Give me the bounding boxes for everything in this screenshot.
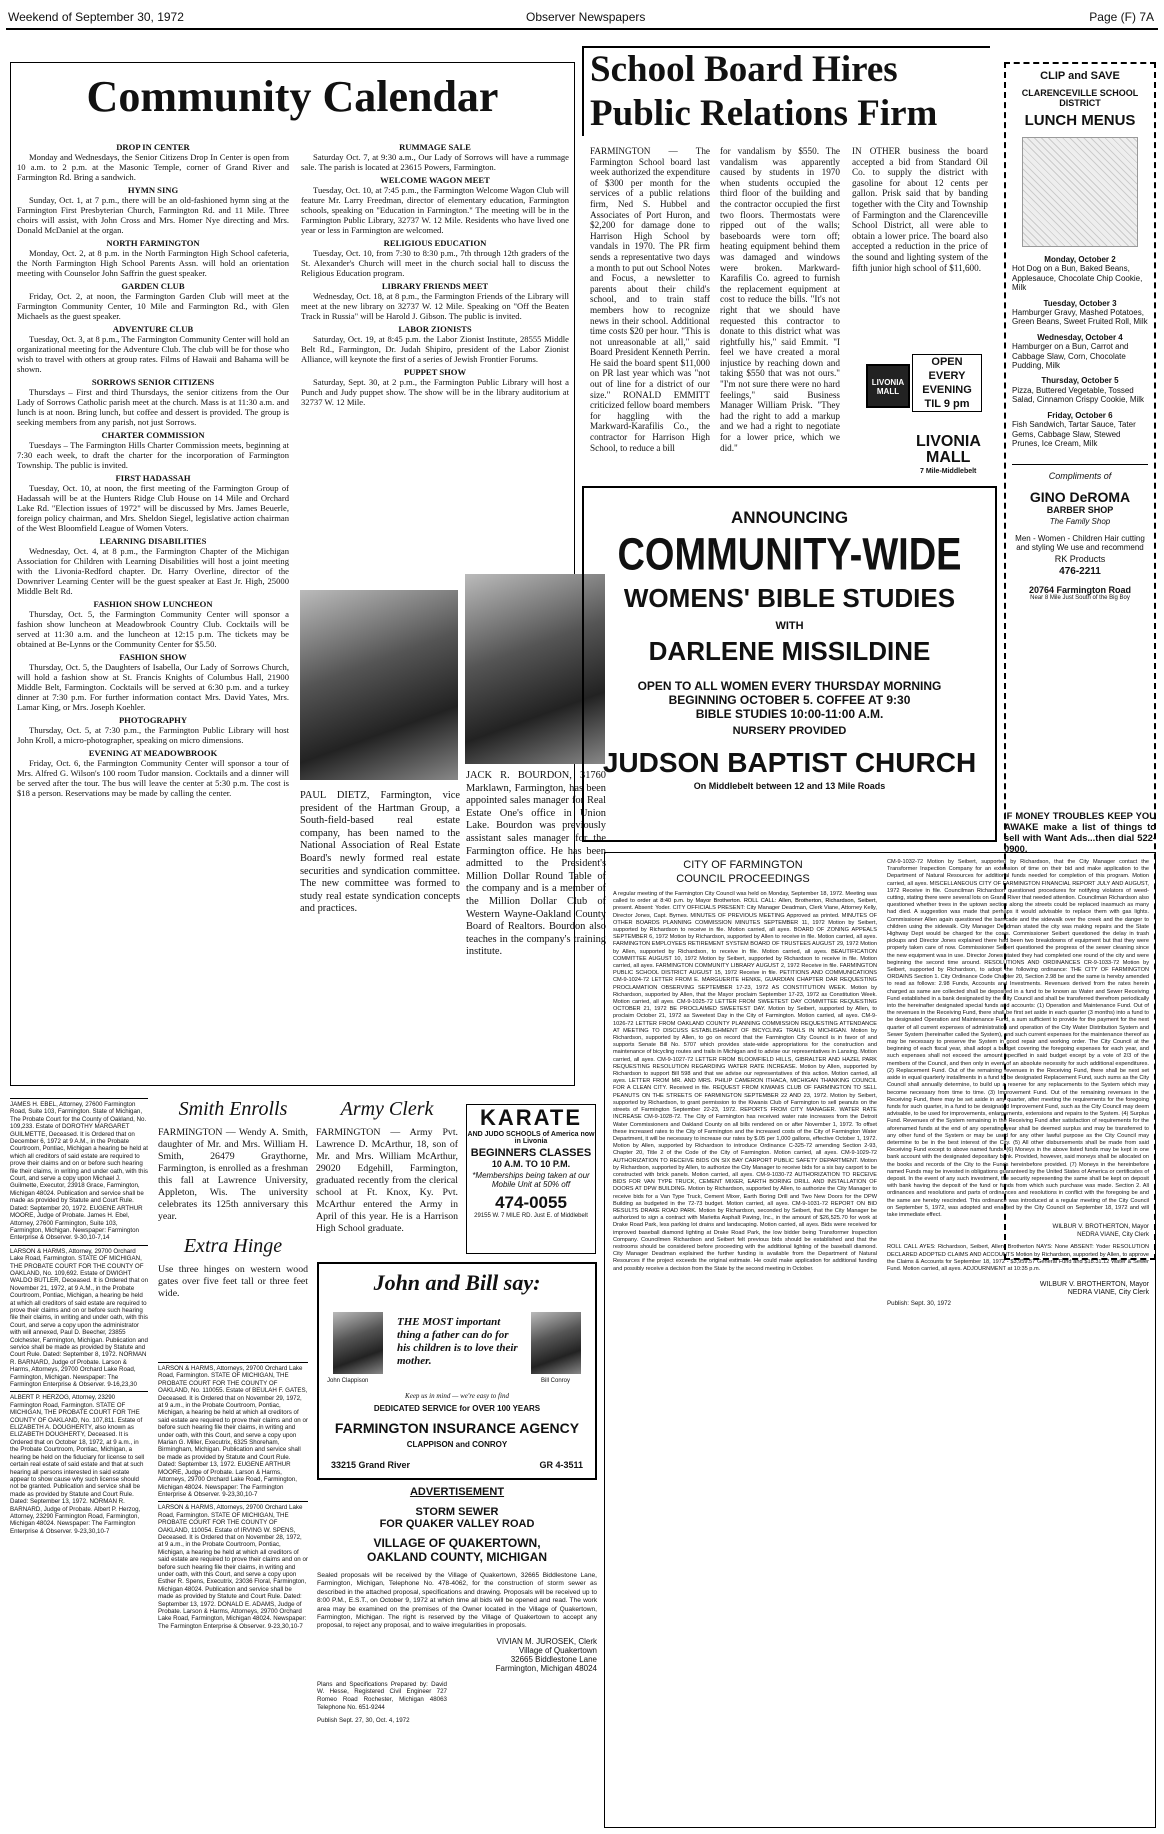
barber-phone: 476-2211 [1059, 566, 1101, 578]
council-roll: ROLL CALL AYES: Richardson, Seibert, Allen, Brotherton NAYS: None ABSENT: Yoder RESOLUTION DECLARED ADOPTED CLAIMS AND ACCOUNTS Motion by Richardson, supported by Allen, to approve the Claims & Accounts for September 18, 1972 - $3,959.57 General Fund and $18.31.12 Water & Sewer Fund. Motion carried, all ayes. ADJOURNMENT at 10:35 p.m. [887, 1244, 1149, 1272]
school-illustration [1022, 137, 1138, 247]
headline-line-2: Public Relations Firm [590, 93, 938, 134]
calendar-entry-heading: NORTH FARMINGTON [106, 238, 200, 248]
advert-sign-4: Farmington, Michigan 48024 [495, 1663, 597, 1673]
barber-services: Men - Women - Children Hair cutting and styling We use and recommend [1015, 534, 1145, 553]
calendar-entry-heading: FIRST HADASSAH [115, 473, 191, 483]
menu-day [1012, 255, 1148, 293]
advert-title-3: VILLAGE OF QUAKERTOWN, [373, 1536, 541, 1550]
advert-plans: Plans and Specifications Prepared by: David W. Hesse, Registered Civil Engineer 727 Romeo Road Rochester, Michigan 48063 Telephone No. 651-9244 [317, 1680, 447, 1711]
insurance-phone: GR 4-3511 [539, 1460, 583, 1470]
menu-day-items: Hamburger on a Bun, Carrot and Cabbage Slaw, Corn, Chocolate Pudding, Milk [1012, 342, 1129, 371]
insurance-address: 33215 Grand River [331, 1460, 411, 1470]
calendar-entry-text: Tuesday, Oct. 10, from 7:30 to 8:30 p.m., 7th through 12th graders of the St. Alexander's Church will meet in the church social hall to discuss the Religious Education program. [301, 248, 569, 278]
advert-sign-2: Village of Quakertown [518, 1645, 597, 1655]
karate-title: KARATE [479, 1105, 583, 1130]
legal-notice [158, 1362, 308, 1498]
compliments: Compliments of [1048, 471, 1112, 482]
calendar-entry-heading: RUMMAGE SALE [399, 142, 471, 152]
photo-john-clappison [333, 1312, 383, 1374]
barber-products: RK Products [1054, 554, 1106, 565]
insurance-ad [317, 1262, 597, 1480]
legal-notice [158, 1501, 308, 1630]
calendar-entry-text: Monday and Wednesdays, the Senior Citizens Drop In Center is open from 10 a.m. to 2 p.m. at the Masonic Temple, corner of Grand River and Farmington Rd. Bring a sandwich. [17, 152, 289, 182]
legal-notice-text: LARSON & HARMS, Attorneys, 29700 Orchard Lake Road, Farmington. STATE OF MICHIGAN, THE PROBATE COURT FOR THE COUNTY OF OAKLAND, No. 110055. Estate of BEULAH F. GATES, Deceased. It is Ordered that on November 29, 1972, at 9 a.m., in the Probate Courtroom, Pontiac, Michigan, a hearing be held at which all creditors of said estate are required to prove their claims and on or before such hearing file their claims, in writing and under oath, with this Court, and serve a copy upon Marian G. Miller, Executrix, 6325 Shoreham, Birmingham, Michigan. Publication and service shall be made as provided by Statute and Court Rule. Dated: September 13, 1972. EUGENE ARTHUR MOORE, Judge of Probate. Larson & Harms, Attorneys, 29700 Orchard Lake Road, Farmington, Michigan 48024. Newspaper: The Farmington Enterprise & Observer. 9-23,30,10-7 [158, 1365, 308, 1498]
smith-text: FARMINGTON — Wendy A. Smith, daughter of Mr. and Mrs. William H. Smith, 26479 Graythorne, Farmington, is enrolled as a freshman this fall at Lawrence University, Appleton, Wis. The university celebrates its 125th anniversary this year. [158, 1127, 308, 1222]
john-name: John Clappison [327, 1378, 369, 1384]
menu-day [1012, 299, 1148, 327]
calendar-entry-heading: LIBRARY FRIENDS MEET [381, 281, 489, 291]
insurance-title: John and Bill say: [373, 1270, 541, 1295]
calendar-entry-text: Tuesdays – The Farmington Hills Charter Commission meets, beginning at 7:30 each week, to draft the charter for the incorporation of Farmington Township. The public is invited. [17, 440, 289, 470]
hinge-text: Use three hinges on western wood gates over five feet tall or three feet wide. [158, 1264, 308, 1299]
advert-title-4: OAKLAND COUNTY, MICHIGAN [367, 1550, 547, 1564]
bible-headline-2: WOMENS' BIBLE STUDIES [623, 583, 956, 613]
calendar-entry-text: Monday, Oct. 2, at 8 p.m. in the North Farmington High School cafeteria, the North Farmington High School Parents Assn. will hold an orientation meeting with Counselor John Saffrin the guest speaker. [17, 248, 289, 278]
karate-phone: 474-0055 [495, 1193, 567, 1212]
photo-paul-dietz [300, 590, 458, 780]
bible-study-ad [582, 486, 997, 842]
calendar-entry-text: Friday, Oct. 6, the Farmington Community Center will sponsor a tour of Mrs. Alfred G. Wilson's 100 room Tudor mansion. Cocktails and a dinner will be served after the tour. The bus will leave the center at 5:30 p.m. The cost is $18 a person. Reservations may be made by calling the center. [17, 758, 289, 798]
calendar-column-1 [17, 139, 289, 798]
council-title-1: CITY OF FARMINGTON [683, 859, 803, 871]
legal-notice [10, 1098, 148, 1242]
menu-days [1012, 255, 1148, 448]
calendar-entry-heading: LABOR ZIONISTS [398, 324, 472, 334]
calendar-entry-heading: CHARTER COMMISSION [101, 430, 205, 440]
insurance-quote: THE MOST important thing a father can do for his children is to love their mother. [397, 1316, 518, 1367]
calendar-entry-text: Friday, Oct. 2, at noon, the Farmington Garden Club will meet at the Farmington Community Center, 10 Mile and Farmington Rd., with Glen Michaels as the guest speaker. [17, 291, 289, 321]
calendar-entry-heading: WELCOME WAGON MEET [380, 175, 490, 185]
council-right-wrap [887, 859, 1149, 1308]
army-clerk [316, 1098, 458, 1235]
menu-day-name: Friday, October 6 [1047, 410, 1113, 420]
council-sig-2: NEDRA VIANE, City Clerk [1077, 1230, 1149, 1238]
army-text: FARMINGTON — Army Pvt. Lawrence D. McArthur, 18, son of Mr. and Mrs. William McArthur, 29020 Edgehill, Farmington, graduated recently from the clerical school at Ft. Knox, Ky. Pvt. McArthur entered the Army in April of this year. He is a Harrison High School graduate. [316, 1127, 458, 1234]
bible-speaker: DARLENE MISSILDINE [648, 636, 931, 666]
menu-day-items: Fish Sandwich, Tartar Sauce, Tater Gems, Cabbage Slaw, Stewed Prunes, Ice Cream, Milk [1012, 420, 1136, 448]
mall-address: 7 Mile-Middlebelt [920, 468, 977, 475]
calendar-entry-heading: FASHION SHOW LUNCHEON [93, 599, 213, 609]
school-district: CLARENCEVILLE SCHOOL DISTRICT [1021, 88, 1139, 108]
legal-notice-text: LARSON & HARMS, Attorneys, 29700 Orchard Lake Road, Farmington. STATE OF MICHIGAN, THE PROBATE COURT FOR THE COUNTY OF OAKLAND, 110054. Estate of IRVING W. SPENS, Deceased. It is Ordered that on November 28, 1972, at 9 a.m., in the Probate Courtroom, Pontiac, Michigan, a hearing be held at which all creditors of said estate are required to prove their claims and on or before such hearing file their claims, in writing and under oath, with this Court, and serve a copy upon Esther R. Spens, Executrix, 23036 Floral, Farmington, Michigan 48024. Publication and service shall be made as provided by Statute and Court Rule. Dated: September 13, 1972. DONALD E. ADAMS, Judge of Probate. Larson & Harms, Attorneys, 29700 Orchard Lake Road, Farmington, Michigan 48024. Newspaper: The Farmington Enterprise & Observer. 9-23,30,10-7 [158, 1504, 308, 1630]
menu-day-name: Tuesday, October 3 [1043, 298, 1117, 308]
menu-day-items: Pizza, Buttered Vegetable, Tossed Salad, Cinnamon Crispy Cookie, Milk [1012, 385, 1145, 405]
photo-bill-conroy [531, 1312, 581, 1374]
lunch-menus-title: LUNCH MENUS [1024, 112, 1136, 129]
calendar-entry-text: Thursdays – First and third Thursdays, the senior citizens from the Our Lady of Sorrows Catholic parish meet at the church. Mass is at 11:30 a.m. and lunch is at noon. Bring lunch, but coffee and dessert is provided. The group is seeking members from any parish, not just Sorrows. [17, 387, 289, 427]
calendar-entry-heading: FASHION SHOW [119, 652, 187, 662]
advert-publish: Publish Sept. 27, 30, Oct. 4, 1972 [317, 1717, 410, 1725]
council-final-1: WILBUR V. BROTHERTON, Mayor [1039, 1281, 1149, 1289]
council-left-column: A regular meeting of the Farmington City Council was held on Monday, September 18, 1972. Meeting was called to order at 8:40 p.m. by Mayor Brotherton. ROLL CALL: Allen, Brotherton, Richardson, Seibert, present. Absent: Yoder. CITY OFFICIALS PRESENT: City Manager Deadman, Clerk Viane, Attorney Kelly, Director Jones, Capt. Byrnes. MINUTES OF PREVIOUS MEETING Approved as printed. MINUTES OF OTHER BOARDS PLANNING COMMISSION MINUTES SEPTEMBER 11, 1972 Motion by Seibert, supported by Richardson to receive in file. Motion carried, all ayes. BOARD OF ZONING APPEALS SEPTEMBER 6, 1972 Motion by Richardson, supported by Allen to receive in file. Motion carried, all ayes. FARMINGTON EMPLOYEES RETIREMENT SYSTEM BOARD OF TRUSTEES AUGUST 29, 1972 Motion by Allen, supported by Richardson, to receive in file. Motion carried, all ayes. BEAUTIFICATION COMMITTEE AUGUST 10, 1972 Motion by Seibert, supported by Richardson to receive in file. Motion carried, all ayes. FARMINGTON COMMUNITY LIBRARY AUGUST 2, 1972 Receive in file. FARMINGTON PUBLIC SCHOOL DISTRICT AUGUST 15, 1972 Receive in file. PETITIONS AND COMMUNICATIONS CM-9-1024-72 LETTER FROM E. MARGUERITE HENKE, GUARDIAN CHAPTER DAR REQUESTING PROCLAMATION OBSERVING SEPTEMBER 17-23, 1972 AS CONSTITUTION WEEK. Motion by Richardson, supported by Allen, that the Mayor proclaim September 17-23, 1972 as Constitution Week. Motion carried, all ayes. CM-9-1025-72 LETTER FROM SWEETEST DAY COMMITTEE REQUESTING OCTOBER 21, 1972 BE PROCLAIMED SWEETEST DAY. Motion by Seibert, supported by Allen, to proclaim October 21, 1972 as Sweetest Day in the City of Farmington. Motion carried, all ayes. CM-9-1026-72 LETTER FROM OAKLAND COUNTY PLANNING COMMISSION REQUESTING ATTENDANCE AT MEETING TO DISCUSS ESTABLISHMENT OF BICYCLING TRAILS IN MICHIGAN. Motion by Richardson, supported by Allen, to go on record that the Farmington City Council is in favor of and supports Senate Bill No. 5707 which provides state-wide appropriations for the construction and maintenance of bicycling routes and trails in Michigan and to advise our representatives in Lansing. Motion carried, all ayes. CM-9-1027-72 LETTER FROM BLOOMFIELD HILLS, GIBRALTER AND HAZEL PARK REQUESTING RESOLUTION REGARDING WATER RATE INCREASE. Motion by Allen, supported by Richardson to support Bill 598 and that we advise our representatives of this action. Motion carried, all ayes. LETTER FROM MR. AND MRS. PHILIP CAMERON ITHACA, MICHIGAN THANKING COUNCIL FOR A CLEAN CITY. Received in file. REQUEST FROM KIWANIS CLUB OF FARMINGTON TO SELL PEANUTS ON THE STREETS OF FARMINGTON SEPTEMBER 22 AND 23, 1972. Motion by Seibert, supported by Richardson, to grant permission to the Kiwanis Club of Farmington to sell peanuts on the streets of Farmington September 22-23, 1972. REPORTS FROM CITY MANAGER. WATER RATE INCREASE CM-9-1028-72. The City of Farmington has received water rate increases from the Detroit Water Commissioners and Oakland County on all bills rendered on or after November 1, 1972. To offset these increased rates to the City of Farmington and the increased costs of the City of Farmington Water Department, it will be necessary to increase our rates by $.05 per 1,000 gallons, effective October 1, 1972. Motion by Allen, supported by Richardson to introduce Ordinance C-325-72 amending Section 2-93, Chapter 20, Title 2 of the Code of the City of Farmington. Motion carried, all ayes. CM-9-1029-72 AUTHORIZATION TO RECEIVE BIDS ON SIX BAY CARPORT PUBLIC SAFETY DEPARTMENT. Motion by Richardson, supported by Allen, to authorize the City Manager to receive bids for a six bay carport to be constructed with brick panels. Motion carried, all ayes. CM-9-1030-72 AUTHORIZATION TO RECEIVE BIDS FOR VAN TYPE TRUCK, CEMENT MIXER, EARTH BORING DRILL AND INSTALLATION OF DOORS AT DPW BUILDING. Motion by Richardson, supported by Allen, to authorize the City Manager to receive bids for a Van Type Truck, Cement Mixer, Earth Boring Drill and Two New Doors for the DPW Building as budgeted in the 72-73 budget. Motion carried, all ayes. CM-9-1031-72 REPORT ON BID RESULTS DRAKE ROAD PARK. Motion by Richardson, seconded by Seibert, that the City Manager be authorized to sign a contract with Marietta Asphalt Paving, Inc., in the amount of $26,525.70 for work at Drake Road Park, less parking lot drains and landscaping. Motion carried, all ayes. Bids were received for improved baseball diamond lighting at Drake Road Park, the low bidder being Transformer Inspection Company. Councilmen Richardson and Seibert felt previous bids should be established and that the restrooms should be considered before proceeding with the additional lighting of the baseball diamond. City Manager Deadman explained the further funding is available from the Department of Natural Resources if the project exceeds the original estimate. He could make application for additional funding and possibly receive a decision from the State by the second meeting in October. [613, 891, 877, 1272]
masthead [6, 4, 1158, 30]
insurance-names: CLAPPISON and CONROY [406, 1440, 508, 1449]
advert-body: Sealed proposals will be received by the Village of Quakertown, 32665 Biddlestone Lane, Farmington, Michigan, Telephone No. 478-4062, for the construction of storm sewer as described in the attached proposal, specifications and drawing. Proposals will be received up to 8:00 P.M., E.S.T., on October 9, 1972 at which time all bids will be opened and read. The work area may be examined on the premises of the Owner located in the Village of Quakertown, Farmington, Michigan. The right is reserved by the Village of Quakertown to accept any proposal, to reject any proposal, and to waive irregularities in proposals. [317, 1572, 597, 1630]
school-col-2: for vandalism by $550. The vandalism was apparently caused by students in 1970 when students occupied the third floor of the building and the contractor occupied the first two floors. Thermostats were ripped out of the walls; baseboards were torn off; heating equipment behind them was damaged and windows were broken. Markward-Karafilis Co. agreed to furnish the replacement equipment at cost to reduce the bills. "It's not right that we should have requested this contractor to donate to this district what was rightfully his," said Emmit. "I feel we have created a moral injustice by reaching down and taking $550 that was not ours." "I'm not sure there were no hard feelings," said Business Manager William Prisk. "They had the right to add a markup and we had a right to negotiate for a lower price, which we did." [720, 146, 840, 453]
calendar-entry-text: Tuesday, Oct. 10, at noon, the first meeting of the Farmington Group of Hadassah will be at the Hunters Ridge Club House on 14 Mile and Orchard Lake Rd. "Election issues of 1972" will be discussed by Mrs. James Beuerle, foreign policy chairman, and Mrs. Sheldon Siegel, legislative action chairman of the West Bloomfield League of Women Voters. [17, 483, 289, 533]
announcing: ANNOUNCING [730, 508, 849, 527]
calendar-entry-text: Saturday Oct. 7, at 9:30 a.m., Our Lady of Sorrows will have a rummage sale. The parish is located at 23615 Powers, Farmington. [301, 152, 569, 172]
bible-with: WITH [775, 620, 804, 632]
calendar-entry-heading: HYMN SING [127, 185, 179, 195]
hinge-title: Extra Hinge [183, 1235, 283, 1257]
legal-notice-text: ALBERT P. HERZOG, Attorney, 23290 Farmington Road, Farmington. STATE OF MICHIGAN, THE PROBATE COURT FOR THE COUNTY OF OAKLAND, No. 107,811. Estate of ELIZABETH A. DOUGHERTY, also known as ELIZABETH DOUGHERTY, Deceased. It is Ordered that on October 18, 1972, at 9 a.m., in the Probate Courtroom, Pontiac, Michigan, a hearing be held on the fiduciary for license to sell certain real estate of said estate and that at such hearing all persons interested in said estate appear to show cause why such license should not be granted. Publication and service shall be made as provided by Statute and Court Rule. Dated: September 13, 1972. NORMAN R. BARNARD, Judge of Probate. Albert P. Herzog, Attorney, 23290 Farmington Road, Farmington, Michigan 48024. Newspaper: The Farmington Enterprise & Observer. 9-23,30,10-7 [10, 1394, 145, 1535]
livonia-mall-ad [866, 354, 984, 478]
barber-near: Near 8 Mile Just South of the Big Boy [1030, 595, 1130, 602]
karate-note: *Memberships being taken at our Mobile Unit at 50% off [472, 1171, 590, 1189]
church-name: JUDSON BAPTIST CHURCH [602, 747, 977, 778]
calendar-entry-heading: PHOTOGRAPHY [118, 715, 188, 725]
council-proceedings [604, 852, 1156, 1828]
council-final-2: NEDRA VIANE, City Clerk [1067, 1288, 1149, 1296]
menu-day-name: Thursday, October 5 [1041, 376, 1119, 386]
hours-every: EVERY [928, 370, 966, 382]
bible-line-3: BIBLE STUDIES 10:00-11:00 A.M. [695, 707, 884, 721]
council-publish: Publish: Sept. 30, 1972 [887, 1300, 951, 1308]
barber-type: BARBER SHOP [1046, 505, 1114, 516]
headline-line-1: School Board Hires [590, 49, 898, 90]
army-title: Army Clerk [340, 1098, 434, 1120]
menu-day-items: Hot Dog on a Bun, Baked Beans, Applesauce, Chocolate Chip Cookie, Milk [1012, 264, 1143, 293]
council-sig-1: WILBUR V. BROTHERTON, Mayor [1052, 1223, 1149, 1231]
calendar-entry-heading: ADVENTURE CLUB [112, 324, 194, 334]
calendar-entry-heading: RELIGIOUS EDUCATION [383, 238, 487, 248]
advert-sign-3: 32665 Biddlestone Lane [510, 1654, 597, 1664]
caption-bourdon: JACK R. BOURDON, 31760 Marklawn, Farmington, has been appointed sales manager for Real Estate One's office in Union Lake. Bourdon was previously assistant sales manager for the Farmington office. He has been admitted to the President's Million Dollar Round Table of the company and is a member of the Million Dollar Club of Western Wayne-Oakland County Board of Realtors. Bourdon also teaches in the company's training institute. [466, 770, 606, 958]
calendar-entry-text: Wednesday, Oct. 4, at 8 p.m., the Farmington Chapter of the Michigan Association for Children with Learning Disabilities will host a joint meeting with the Livonia-Redford chapter. Dr. Harry Overline, director of the Downriver Learning Center will be the guest speaker at East Jr. High, 25000 Middle Belt Rd. [17, 546, 289, 596]
bible-line-1: OPEN TO ALL WOMEN EVERY THURSDAY MORNING [637, 679, 942, 693]
calendar-entry-text: Wednesday, Oct. 18, at 8 p.m., the Farmington Friends of the Library will meet at the new library on 32737 W. 12 Mile. Speaking on "Off the Beaten Track in Russia" will be Harold J. Gibson. The public is invited. [301, 291, 569, 321]
menu-day-items: Hamburger Gravy, Mashed Potatoes, Green Beans, Sweet Fruited Roll, Milk [1012, 308, 1148, 327]
calendar-entry-heading: DROP IN CENTER [116, 142, 190, 152]
legal-notices-1 [10, 1098, 148, 1830]
smith-title: Smith Enrolls [178, 1098, 288, 1120]
council-title-2: COUNCIL PROCEEDINGS [676, 873, 810, 885]
barber-address: 20764 Farmington Road [1028, 585, 1132, 596]
publication-name: Observer Newspapers [526, 10, 646, 24]
hours-evening: EVENING [922, 384, 972, 396]
calendar-title: Community Calendar [86, 72, 499, 121]
barber-ad [1012, 464, 1148, 601]
bible-headline-1: COMMUNITY-WIDE [617, 529, 962, 581]
advert-title-2: FOR QUAKER VALLEY ROAD [379, 1518, 535, 1530]
karate-address: 29155 W. 7 MILE RD. Just E. of Middlebelt [474, 1213, 588, 1219]
bible-line-4: NURSERY PROVIDED [732, 725, 847, 737]
school-board-headline [582, 46, 990, 136]
insurance-agency: FARMINGTON INSURANCE AGENCY [334, 1420, 580, 1436]
mall-name-1: LIVONIA [916, 433, 981, 450]
legal-notices-2 [158, 1362, 308, 1633]
calendar-entry-heading: PUPPET SHOW [403, 367, 467, 377]
legal-notice-text: LARSON & HARMS, Attorney, 29700 Orchard Lake Road, Farmington. STATE OF MICHIGAN, THE PROBATE COURT FOR THE COUNTY OF OAKLAND, No. 109,692. Estate of DWIGHT WALDO BUTLER, Deceased. It is Ordered that on November 21, 1972, at 9 A.M., in the Probate Courtroom, Pontiac, Michigan, a hearing be held at which all creditors of said estate are required to prove their claims and on or before such hearing file their claims, in writing and under oath, with this Court, and serve a copy upon the administrator with will annexed, Paul D. Beecher, 23855 Colchester, Farmington, Michigan. Publication and service shall be made as provided by Statute and Court Rule. Dated: September 8, 1972. NORMAN R. BARNARD, Judge of Probate. Larson & Harms, Attorneys, 29700 Orchard Lake Road, Farmington, Michigan. Newspaper: The Farmington Enterprise & Observer. 9-16,23,30 [10, 1247, 149, 1389]
advert-title-1: STORM SEWER [415, 1506, 499, 1518]
calendar-entry-text: Thursday, Oct. 5, at 7:30 p.m., the Farmington Public Library will host John Kroll, a micro-photographer, speaking on micro dimensions. [17, 725, 289, 745]
calendar-entry-heading: GARDEN CLUB [121, 281, 185, 291]
calendar-column-2 [301, 139, 569, 407]
advert-sign-1: VIVIAN M. JUROSEK, Clerk [496, 1636, 597, 1646]
karate-hours: 10 A.M. TO 10 P.M. [491, 1159, 571, 1169]
school-col-3: IN OTHER business the board accepted a bid from Standard Oil Co. to supply the district with gasoline for about 12 cents per gallon. Prisk said that by banding together with the City and Township of Farmington and the Clarenceville School District, all were able to obtain a lower price. The board also accepted a reduction in the price of the sound and lighting system of the fifth junior high school of $11,600. [852, 146, 988, 273]
calendar-entry-text: Saturday, Sept. 30, at 2 p.m., the Farmington Public Library will host a Punch and Judy puppet show. The show will be in the library auditorium at 32737 W. 12 Mile. [301, 377, 569, 407]
calendar-entry-heading: LEARNING DISABILITIES [99, 536, 207, 546]
storm-sewer-ad [317, 1486, 597, 1826]
issue-date: Weekend of September 30, 1972 [8, 10, 184, 24]
church-location: On Middlebelt between 12 and 13 Mile Roads [693, 781, 886, 791]
hours-box [912, 354, 982, 412]
calendar-entry-text: Tuesday, Oct. 10, at 7:45 p.m., the Farmington Welcome Wagon Club will feature Mr. Larry Freedman, director of elementary education, Farmington schools, speaking on "Education in Farmington." The meeting will be in the Farmington Public Library, 32737 W. 12 Mile. Residents who have lived one year or less in Farmington are welcomed. [301, 185, 569, 235]
advert-label: ADVERTISEMENT [409, 1486, 505, 1498]
menu-day [1012, 333, 1148, 371]
money-troubles: IF MONEY TROUBLES KEEP YOU AWAKE make a list of things to sell with Want Ads...then dial 522-0900. [1004, 810, 1156, 854]
menu-day-name: Wednesday, October 4 [1037, 332, 1123, 342]
karate-sub: AND JUDO SCHOOLS of America now in Livonia [467, 1131, 595, 1145]
barber-family: The Family Shop [1049, 517, 1111, 527]
mall-name-2: MALL [926, 449, 971, 466]
insurance-keep: Keep us in mind — we're easy to find [405, 1392, 509, 1400]
menu-day [1012, 376, 1148, 404]
menu-day [1012, 411, 1148, 449]
hours-open: OPEN [931, 356, 963, 368]
calendar-entry-text: Thursday, Oct. 5, the Farmington Community Center will sponsor a fashion show luncheon at Meadowbrook Country Club. Cocktails will be served at 11:30 a.m. and the luncheon at 12:15 p.m. The tickets may be obtained at Be-Lynns or the Community Center for $5.50. [17, 609, 289, 649]
school-col-1: FARMINGTON — The Farmington School board last week authorized the expenditure of $300 per month for the services of a public relations firm, Ned S. Hubbel and Associates of Port Huron, and $2,200 for damage done to Harrison High School by vandals in 1970. The PR firm sends a representative two days a month to put out School Notes and Focus, a newsletter to parents about their child's school, and to train staff members how to recognize news in their school. Additional time costs $20 per hour. "This is not unreasonable at all," said Board President Kenneth Perrin. He said the board spent $11,000 on PR last year which was "not out of line for a district of our size." RONALD EMMITT criticized fellow board members for haggling with the Markward-Karafilis Co., the contractor for Harrison High School, to reduce a bill [590, 146, 710, 453]
bill-name: Bill Conroy [541, 1378, 571, 1384]
calendar-entry-text: Saturday, Oct. 19, at 8:45 p.m. the Labor Zionist Institute, 28555 Middle Belt Rd., Farmington, Dr. Judah Shipiro, president of the Labor Zionist Alliance, will keynote the first of a series of Jewish Frontier Forums. [301, 334, 569, 364]
calendar-entry-heading: SORROWS SENIOR CITIZENS [91, 377, 215, 387]
calendar-entry-text: Tuesday, Oct. 3, at 8 p.m., The Farmington Community Center will hold an organizational meeting for the Adventure Club. The club will be for those who wish to travel with others at group rates. Films of Hawaii and Bahama will be shown. [17, 334, 289, 374]
legal-notice [10, 1245, 148, 1389]
mall-sign: LIVONIA MALL [866, 364, 910, 408]
insurance-dedicated: DEDICATED SERVICE for OVER 100 YEARS [373, 1404, 541, 1413]
page-number: Page (F) 7A [1089, 10, 1154, 24]
caption-dietz: PAUL DIETZ, Farmington, vice president of the Hartman Group, a South-field-based real estate company, has been named to the National Association of Real Estate Board's newly formed real estate securities and syndication committee. The new committee was formed to study real estate syndication concepts and practices. [300, 790, 460, 915]
clip-and-save: CLIP and SAVE [1040, 70, 1120, 82]
karate-ad [466, 1104, 596, 1254]
hours-til: TIL 9 pm [924, 398, 970, 410]
smith-enrolls [158, 1098, 308, 1300]
menu-day-name: Monday, October 2 [1044, 255, 1116, 264]
calendar-entry-heading: EVENING AT MEADOWBROOK [88, 748, 218, 758]
legal-notice [10, 1391, 148, 1535]
barber-name: GINO DeROMA [1029, 489, 1131, 506]
karate-classes: BEGINNERS CLASSES [470, 1147, 592, 1159]
bible-line-2: BEGINNING OCTOBER 5. COFFEE AT 9:30 [668, 693, 911, 707]
calendar-entry-text: Sunday, Oct. 1, at 7 p.m., there will be an old-fashioned hymn sing at the Farmington First Presbyterian Church, Farmington Rd. and 11 Mile. Three choirs will assist, with John Cross and Mrs. Homer Nye directing and Mrs. Donald McDaniel at the organ. [17, 195, 289, 235]
calendar-entry-text: Thursday, Oct. 5, the Daughters of Isabella, Our Lady of Sorrows Church, will hold a fashion show at St. Francis Knights of Columbus Hall, 21900 Middle Belt, Farmington. Cocktails will be served at 6:30 p.m. and a turkey dinner at 7:30 p.m. For further information contact Mrs. David Yates, Mrs. Lamar King, or Mrs. Joseph Koehler. [17, 662, 289, 712]
legal-notice-text: JAMES H. EBEL, Attorney, 27600 Farmington Road, Suite 103, Farmington. State of Michigan, The Probate Court for the County of Oakland, No. 109,233. Estate of DOROTHY MARGARET GUILMETTE, Deceased. It is Ordered that on December 6, 1972 at 9 A.M., in the Probate Courtroom, Pontiac, Michigan a hearing be held at which all creditors of said estate are required to prove their claims and on or before such hearing file their claims, in writing and under oath, with this Court, and serve a copy upon Michael J. Guilmette, Executor, 23918 Grace, Farmington, Michigan 48024. Publication and service shall be made as provided by Statute and Court Rule. Dated: September 20, 1972. EUGENE ARTHUR MOORE, Judge of Probate. James H. Ebel, Attorney, 27600 Farmington, Suite 103, Farmington, Michigan. Newspaper: Farmington Enterprise & Observer. 9-30,10-7,14 [10, 1101, 148, 1242]
council-right-column: CM-9-1032-72 Motion by Seibert, supported by Richardson, that the City Manager contact the Transformer Inspection Company for an extension of time on their bid and make application to the Department of Natural Resources for additional funds needed for completion of this program. Motion carried, all ayes. MISCELLANEOUS CITY OF FARMINGTON FINANCIAL REPORT JULY AND AUGUST, 1972 Receive in file. Councilman Richardson questioned procedures for notifying violators of weed-cutting, stating there were several lots on Grand River that needed attention. Councilman Richardson also questioned whether trees in the uptown section along the streets could be replaced inasmuch as many had died. A suggestion was made that perhaps it would advisable to replace them with gas lights. Commissioner Allen again questioned the barricade and the sidewalk over the creek and the danger to children using the sidewalk. City Manager Deadman stated the city was making repairs and the State Highway Dept would be charged for the costs. Commissioner Seibert questioned the delay in trash pickups and Director Jones explained there had been two breakdowns of equipment but that they were properly taken care of now. Commissioner Seibert questioned the progress of the sewer cleaning since the new equipment was in use. Director Jones stated they had completed one round of the city and were beginning the second time around. RESOLUTIONS AND ORDINANCES CR-9-1033-72 Motion by Seibert, supported by Richardson, to adopt the following ordinance: THE CITY OF FARMINGTON ORDAINS Section 1. City Ordinance Code Chapter 20, Section 2.98 be and the same is hereby amended to read as follows: 2.98 Funds, Accounts and Investments. Revenues derived from the rates herein charged as same are collected shall be deposited in a fund to be known as Water and Sewer Receiving Fund established in a bank designated by the City Council and shall be transferred therefrom periodically into the hereinafter designated special funds and accounts: (1) Operation and Maintenance Fund. Out of the revenues in the Receiving Fund, there shall be first set aside in each quarter (3 months) into a fund to be designated Operation and Maintenance Fund, a sum sufficient to provide for the payment for the next quarter of all current expenses of administration and operation of the City Water Distribution System and Sewer System (hereinafter called the System), and such current expenses for the maintenance thereof as may be necessary to preserve the System in good repair and working order. The City Council at the beginning of each fiscal year, shall adopt a budget covering the foregoing expenses for each year, and such expenses shall not exceed the amount specified in said budget except by a vote of 2/3 of the members of the Council, and then only in event of an absolute necessity for such additional expenditures. (2) Replacement Fund. Out of the remaining revenues in the Receiving Fund, there shall be next set aside in equal quarterly installments in a fund to be designated Replacement Fund, such sums as the City Council shall annually determine, to build up a reserve for any replacements to the System which may become necessary from time to time. (3) Improvement Fund. Out of the remaining revenues in the Receiving Fund, there may be set aside in any quarter, after meeting the requirements for the foregoing funds for such quarter, in a fund to be designated Improvement Fund, such as the City Council may deem advisable, to be used for improvements, enlargements, extensions and repairs to the System. (4) Surplus Fund. Revenues of the System remaining in the Receiving Fund after satisfaction of requirements for the aforenamed funds at the end of any operating year shall be deemed surplus and may be transferred to any other fund of the System or may be used for any other lawful purpose as the City Council may determine to be in the best interest of the City. (5) All other disbursements shall be made from said Receiving Fund except to above named funds. (6) Moneys in the above listed funds may be kept in one bank account with the designated depositary bank. Provided, however, said moneys shall be allocated on the books and records of the City to the Funds hereinbefore provided. (7) Moneys in the hereinbefore named Funds may be invested in obligations guaranteed by the United States of America or certificates of deposit. In the event of any such investment, the security representing the same shall be kept on deposit with bank having the deposit of the fund or funds from which such purchase was made. Section 2. All ordinances and resolutions and parts of ordinances and resolutions in conflict with the foregoing be and the same are hereby rescinded. This ordinance was introduced at a regular meeting of the City Council on September 5, 1972, was adopted and enacted by the City Council on September 18, 1972 and will take immediate effect. [887, 859, 1149, 1218]
